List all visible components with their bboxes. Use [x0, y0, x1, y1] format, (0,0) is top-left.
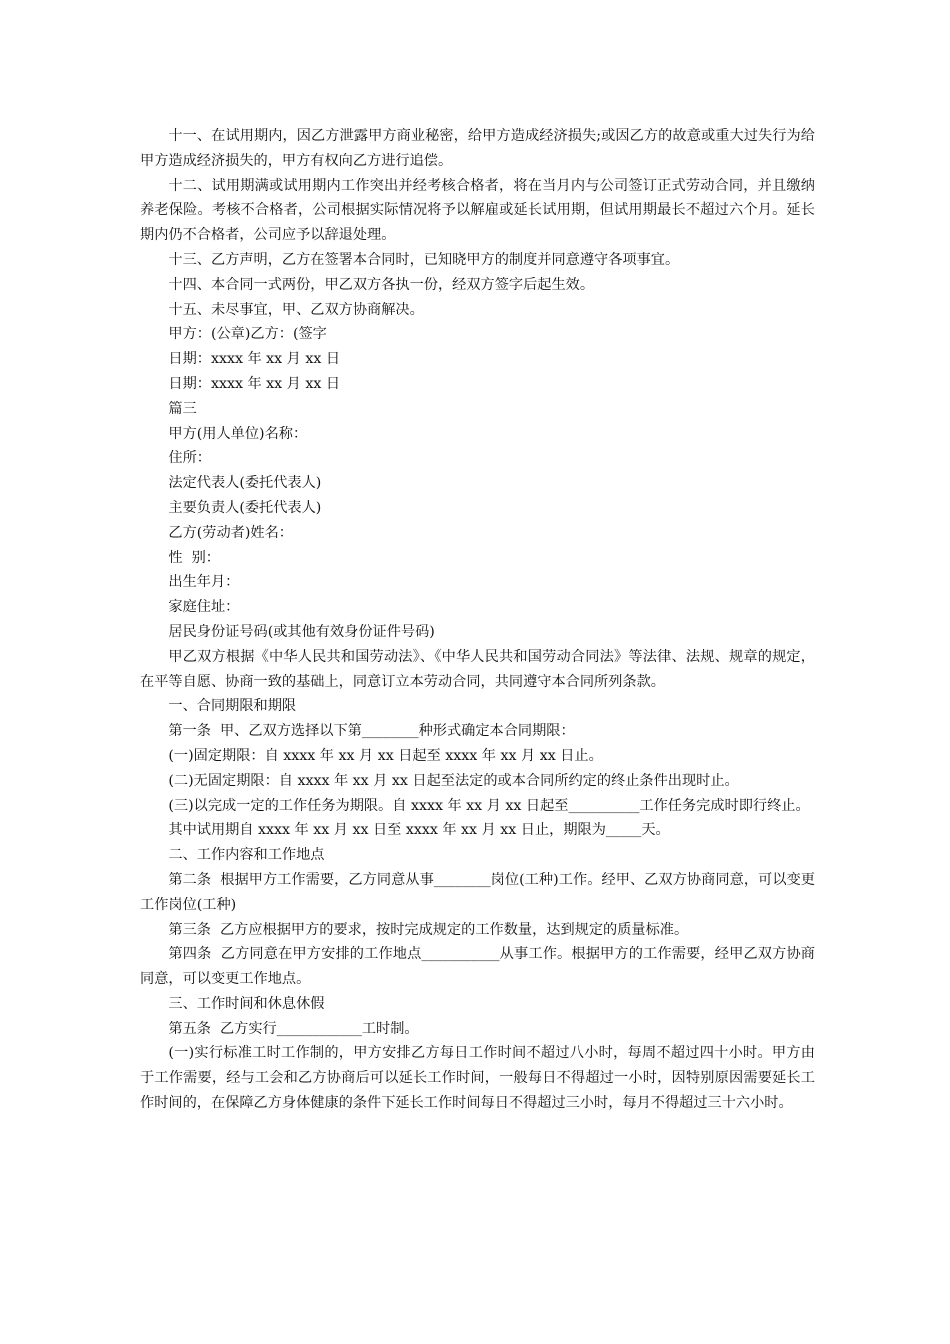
section-heading-contract-term: 一、合同期限和期限 — [168, 698, 297, 715]
signature-line: 甲方：(公章)乙方：(签字 — [168, 326, 327, 343]
paragraph-probation: 其中试用期自 xxxx 年 xx 月 xx 日至 xxxx 年 xx 月 xx 日止，期限为_____天。 — [168, 822, 670, 839]
paragraph-article-5: 第五条 乙方实行____________工时制。 — [168, 1020, 419, 1037]
field-id-number: 居民身份证号码(或其他有效身份证件号码) — [168, 623, 435, 640]
paragraph-article-12: 十二、试用期满或试用期内工作突出并经考核合格者，将在当月内与公司签订正式劳动合同，并且缴纳养老保险。考核不合格者，公司根据实际情况将予以解雇或延长试用期，但试用期最长不超过六个月。延长期内仍不合格者，公司应予以辞退处理。 — [140, 177, 815, 244]
field-legal-representative: 法定代表人(委托代表人) — [168, 475, 322, 492]
paragraph-article-1: 第一条 甲、乙双方选择以下第________种形式确定本合同期限： — [168, 723, 575, 740]
field-address: 住所： — [168, 450, 211, 467]
section-heading-work-content: 二、工作内容和工作地点 — [168, 847, 325, 864]
document-page — [140, 124, 815, 1116]
paragraph-preamble: 甲乙双方根据《中华人民共和国劳动法》、《中华人民共和国劳动合同法》等法律、法规、规章的规定，在平等自愿、协商一致的基础上，同意订立本劳动合同，共同遵守本合同所列条款。 — [140, 648, 815, 690]
paragraph-open-term: (二)无固定期限：自 xxxx 年 xx 月 xx 日起至法定的或本合同所约定的终止条件出现时止。 — [168, 772, 739, 789]
paragraph-article-3: 第三条 乙方应根据甲方的要求，按时完成规定的工作数量，达到规定的质量标准。 — [168, 921, 689, 938]
date-line-party-a: 日期：xxxx 年 xx 月 xx 日 — [168, 351, 341, 368]
section-heading-part-3: 篇三 — [168, 400, 197, 417]
paragraph-fixed-term: (一)固定期限：自 xxxx 年 xx 月 xx 日起至 xxxx 年 xx 月 xx 日止。 — [168, 747, 603, 764]
paragraph-task-term: (三)以完成一定的工作任务为期限。自 xxxx 年 xx 月 xx 日起至__________工作任务完成时即行终止。 — [168, 797, 810, 814]
date-line-party-b: 日期：xxxx 年 xx 月 xx 日 — [168, 375, 341, 392]
field-employer-name: 甲方(用人单位)名称： — [168, 425, 308, 442]
paragraph-article-2: 第二条 根据甲方工作需要，乙方同意从事________岗位(工种)工作。经甲、乙双方协商同意，可以变更工作岗位(工种) — [140, 871, 815, 913]
paragraph-article-14: 十四、本合同一式两份，甲乙双方各执一份，经双方签字后起生效。 — [168, 276, 595, 293]
section-heading-working-hours: 三、工作时间和休息休假 — [168, 995, 325, 1012]
field-birth-date: 出生年月： — [168, 574, 240, 591]
paragraph-article-13: 十三、乙方声明，乙方在签署本合同时，已知晓甲方的制度并同意遵守各项事宜。 — [168, 251, 680, 268]
paragraph-article-15: 十五、未尽事宜，甲、乙双方协商解决。 — [168, 301, 424, 318]
paragraph-standard-hours: (一)实行标准工时工作制的，甲方安排乙方每日工作时间不超过八小时，每周不超过四十小时。甲方由于工作需要，经与工会和乙方协商后可以延长工作时间，一般每日不得超过一小时，因特别原因需要延长工作时间的，在保障乙方身体健康的条件下延长工作时间每日不得超过三小时，每月不得超过三十六小时。 — [140, 1045, 815, 1112]
field-employee-name: 乙方(劳动者)姓名： — [168, 524, 293, 541]
field-principal: 主要负责人(委托代表人) — [168, 499, 322, 516]
field-home-address: 家庭住址： — [168, 599, 240, 616]
field-gender: 性 别： — [168, 549, 220, 566]
paragraph-article-4: 第四条 乙方同意在甲方安排的工作地点___________从事工作。根据甲方的工作需要，经甲乙双方协商同意，可以变更工作地点。 — [140, 946, 815, 988]
paragraph-article-11: 十一、在试用期内，因乙方泄露甲方商业秘密，给甲方造成经济损失;或因乙方的故意或重大过失行为给甲方造成经济损失的，甲方有权向乙方进行追偿。 — [140, 128, 815, 169]
